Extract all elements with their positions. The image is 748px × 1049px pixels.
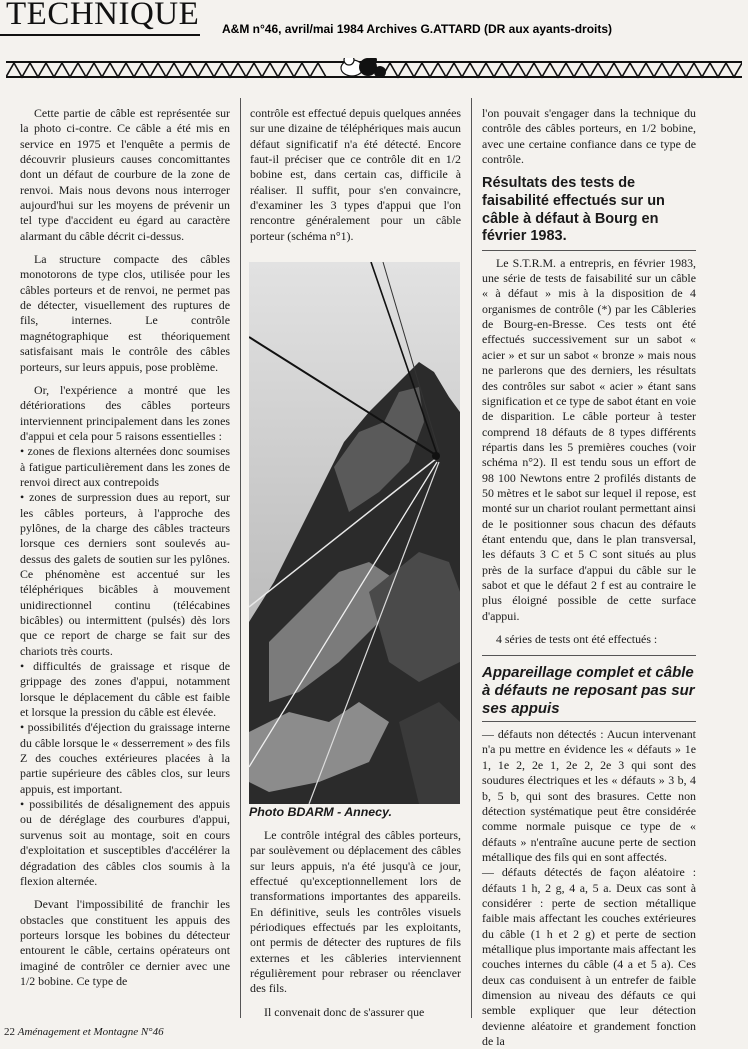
section-heading: Appareillage complet et câble à défauts ne reposant pas sur ses appuis <box>482 664 695 717</box>
archive-credit: A&M n°46, avril/mai 1984 Archives G.ATTARD (DR aux ayants-droits) <box>222 22 613 36</box>
paragraph: contrôle est effectué depuis quelques années sur une dizaine de téléphériques mais aucun défaut significatif n'a été détecté. Encore faut-il préciser que ce contrôle dit en 1/2 bobine est, dans certain cas, difficile à réaliser. Il suffit, pour s'en convaincre, d'examiner les 3 types d'appui que l'on rencontre généralement pour un câble porteur (schéma n°1). <box>250 106 461 243</box>
paragraph: Cette partie de câble est représentée sur la photo ci-contre. Ce câble a été mis en service en 1975 et l'enquête a permis de découvrir plusieurs causes concomittantes dont un défaut de courbure de la zone de renvoi. Mais nous devons nous interroger aujourd'hui sur les moyens de prévenir un tel type d'accident eu égard au caractère alarmant du câble décrit ci-dessus. <box>20 106 230 243</box>
title-underline <box>0 34 200 36</box>
section-heading: Résultats des tests de faisabilité effectués sur un câble à défaut à Bourg en février 1983. <box>482 175 665 245</box>
cable-car-photo <box>249 262 460 804</box>
paragraph: Or, l'expérience a montré que les détériorations des câbles porteurs interviennent principalement dans les zones d'appui et cela pour 5 raisons essentielles : <box>20 382 230 443</box>
list-item: • zones de surpression dues au report, sur les câbles porteurs, à l'approche des pylônes, de la charge des câbles tracteurs lorsque ces derniers sont soulevés au-dessus des galets de soutien sur les pylônes. Ce phénomène est accentué sur les téléphériques bicâbles à mouvement unidirectionnel continu (télécabines bicâbles) ou intermittent (pulsés) dès lors que ce report de charge se fait sur des chariots très courts. <box>20 490 230 658</box>
list-item: • possibilités d'éjection du graissage interne du câble lorsque le « desserrement » des fils Z des couches extérieures placées à la partie supérieure des câbles clos, sur leurs appuis, est important. <box>20 720 231 796</box>
photo-caption: Photo BDARM - Annecy. <box>249 805 392 819</box>
paragraph: Le contrôle intégral des câbles porteurs, par soulèvement ou déplacement des câbles sur leurs appuis, n'a été jusqu'à ce jour, effectué qu'exceptionnellement lors de transformations importantes des appareils. En définitive, seuls les contrôles visuels périodiques effectués par les exploitants, ont permis de détecter des ruptures de fils externes et les câbleries interviennent régulièrement pour rebraser ou réenclaver des fils. <box>250 828 461 996</box>
decorative-band-with-birds <box>6 58 742 80</box>
text-column-2-lower <box>250 828 461 1028</box>
list-item: • difficultés de graissage et risque de grippage des zones d'appui, notamment lorsque le déplacement du câble est faible et lorsque la pression du câble est élevée. <box>20 659 230 720</box>
text-column-2 <box>250 106 461 252</box>
paragraph: Il convenait donc de s'assurer que <box>264 1004 425 1019</box>
paragraph: La structure compacte des câbles monotorons de type clos, utilisée pour les câbles porteurs et de renvoi, ne permet pas de détecter, visuellement des ruptures de fils, internes. Le contrôle magnétographique est théoriquement satisfaisant mais le contrôle des câbles porteurs, sur leurs appuis, pose problème. <box>20 252 230 374</box>
paragraph: Devant l'impossibilité de franchir les obstacles que constituent les appuis des porteurs lorsque les bobines du détecteur entourent le câble, certains opérateurs ont imaginé de contrôler ce dernier avec une 1/2 bobine. Ce type de <box>20 897 230 988</box>
paragraph: 4 séries de tests ont été effectués : <box>496 632 658 646</box>
page-footer <box>4 1026 164 1038</box>
column-divider-1 <box>240 98 241 1018</box>
paragraph: — défauts non détectés : Aucun intervenant n'a pu mettre en évidence les « défauts » 1e 1, 1e 2, 2e 1, 2e 2, 2e 3 qui sont des soudures électriques et les « défauts » 3 b, 4 b, 5 b, qui sont des brasures. Cette non détection systématique peut être considérée comme normale puisque ce type de « défauts » n'entraîne aucune perte de section métallique des fils qui en sont affectés. <box>482 727 696 864</box>
paragraph: l'on pouvait s'engager dans la technique du contrôle des câbles porteurs, en 1/2 bobine, avec une certaine confiance dans ce type de contrôle. <box>482 106 696 167</box>
list-item: • zones de flexions alternées donc soumises à fatigue particulièrement dans les zones de renvoi direct aux contrepoids <box>20 444 230 489</box>
list-item: • possibilités de désalignement des appuis ou de déréglage des courbures d'appui, survenus soit au montage, soit en cours d'exploitation et susceptibles d'accélérer la dégradation des câbles clos soumis à la flexion alternée. <box>20 797 230 888</box>
text-column-1 <box>20 106 230 997</box>
paragraph: — défauts détectés de façon aléatoire : défauts 1 h, 2 g, 4 a, 5 a. Deux cas sont à considérer : perte de section métallique faible mais affectant les couches extérieures du câble (1 h et 2 g) et perte de section métallique plus importante mais affectant les couches internes du câble (4 a et 5 a). Ces deux cas conduisent à un entrefer de faible dimension au niveau des défauts ce qui semble expliquer que leur détection devienne aléatoire et grandement fonction de la <box>482 865 696 1048</box>
text-column-3 <box>482 106 696 1049</box>
column-divider-2 <box>471 98 472 1018</box>
publication-name: Aménagement et Montagne N°46 <box>17 1026 164 1038</box>
paragraph: Le S.T.R.M. a entrepris, en février 1983, une série de tests de faisabilité sur un câble « à défaut » mis à la disposition de 4 organismes de contrôle (*) par les Câbleries de Bourg-en-Bresse. Ces tests ont été effectués successivement sur un sabot « acier » et sur un sabot « bronze » mais nous ne parlerons que des derniers, les résultats des contrôles sur sabot « acier » étant sans signification et ce type de sabot étant en voie de disparition. Le câble porteur à tester comprend 18 défauts de 8 types différents répartis dans les 5 premières couches (voir schéma n°2). Il est tendu sous un effort de 98 100 Newtons entre 2 profilés distants de 50 mètres et le sabot sur lequel il repose, est monté sur un chariot roulant permettant ainsi de le positionner sous chacun des défauts étant entendu que, dans le plan transversal, les défauts 3 C et 5 C sont situés au plus près de la surface d'appui du câble sur le sabot et que le défaut 2 f est au contraire le plus éloigné possible de cette surface d'appui. <box>482 255 696 623</box>
heading-rule <box>482 655 696 656</box>
heading-rule <box>482 250 696 251</box>
heading-rule <box>482 721 696 722</box>
section-title: TECHNIQUE <box>6 0 200 32</box>
page-number: 22 <box>4 1026 15 1038</box>
